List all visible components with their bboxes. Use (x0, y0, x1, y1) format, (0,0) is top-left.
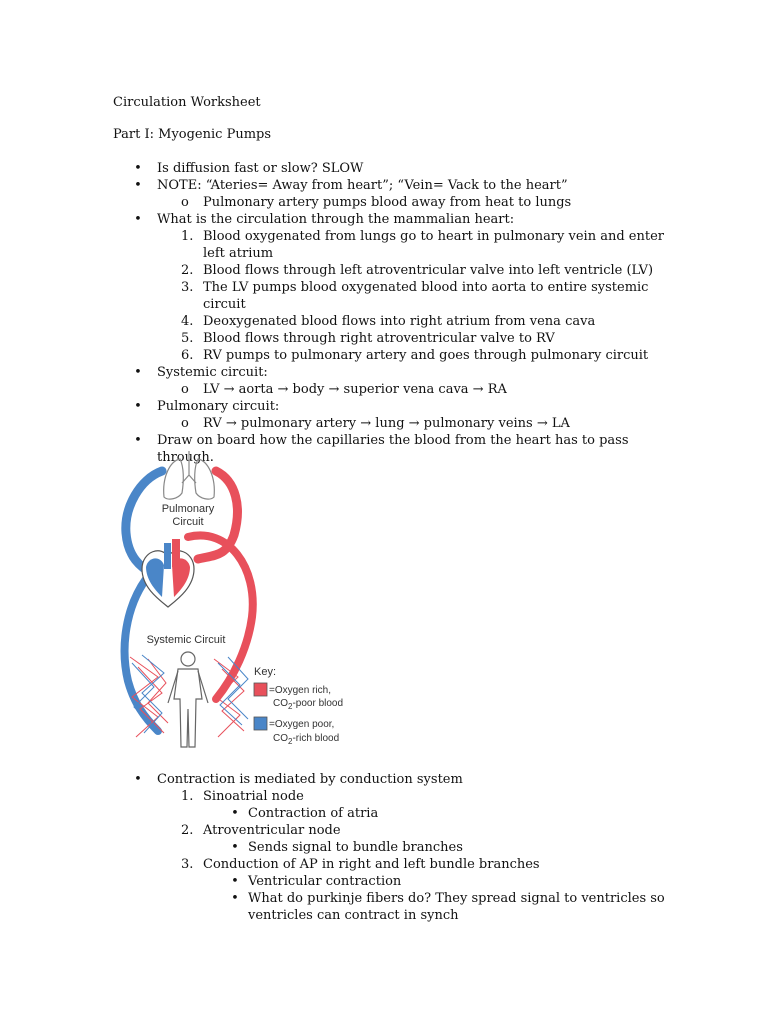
notes-list-1 (113, 160, 673, 466)
numbered-item: 1. Sinoatrial node (181, 789, 304, 804)
part-heading: Part I: Myogenic Pumps (113, 127, 272, 142)
bullet-icon: • (134, 178, 142, 193)
bullet-icon: • (231, 806, 239, 821)
numbered-item: 6. RV pumps to pulmonary artery and goes through pulmonary circuit (181, 348, 649, 363)
bullet-icon: • (134, 212, 142, 227)
numbered-item: 5. Blood flows through right atroventricular valve to RV (181, 331, 555, 346)
list-item: • Contraction is mediated by conduction system (113, 771, 673, 788)
list-item: o Pulmonary artery pumps blood away from heat to lungs (181, 195, 572, 210)
key-title: Key: (254, 666, 277, 678)
list-item: • What do purkinje fibers do? They spread signal to ventricles so ventricles can contract in synch (113, 890, 673, 924)
numbered-item: 2. Atroventricular node (181, 823, 341, 838)
bullet-icon: • (231, 874, 239, 889)
notes-list-2 (113, 771, 673, 924)
oxygen-poor-swatch (254, 717, 267, 730)
list-item: o LV → aorta → body → superior vena cava → RA (181, 382, 507, 397)
bullet-icon: • (134, 161, 142, 176)
pulmonary-label: Pulmonary (161, 503, 215, 515)
list-item: o RV → pulmonary artery → lung → pulmonary veins → LA (181, 416, 570, 431)
circle-bullet-icon: o (181, 416, 189, 431)
list-item: • Contraction of atria (113, 805, 673, 822)
circle-bullet-icon: o (181, 382, 189, 397)
list-item: • Draw on board how the capillaries the blood from the heart has to pass through. (113, 432, 673, 466)
list-item: • Pulmonary circuit: (113, 398, 673, 415)
bullet-icon: • (231, 840, 239, 855)
bullet-icon: • (134, 399, 142, 414)
list-item: • Systemic circuit: (113, 364, 673, 381)
list-item: • NOTE: “Ateries= Away from heart”; “Vein= Vack to the heart” (113, 177, 673, 194)
list-item: • What is the circulation through the mammalian heart: (113, 211, 673, 228)
list-item: • Is diffusion fast or slow? SLOW (113, 160, 673, 177)
circle-bullet-icon: o (181, 195, 189, 210)
svg-text:=Oxygen rich,: =Oxygen rich, (269, 685, 331, 696)
bullet-icon: • (134, 365, 142, 380)
circuit-label: Circuit (172, 516, 204, 528)
circulation-diagram (118, 447, 373, 759)
systemic-label: Systemic Circuit (146, 634, 226, 646)
list-item: • Ventricular contraction (113, 873, 673, 890)
bullet-icon: • (231, 891, 239, 906)
bullet-icon: • (134, 433, 142, 448)
lungs-icon (164, 451, 215, 499)
list-item: • Sends signal to bundle branches (113, 839, 673, 856)
heart-icon (142, 539, 194, 607)
svg-text:CO2-poor blood: $CO_2$-poor blood (273, 698, 344, 711)
human-figure-icon (168, 652, 208, 747)
numbered-item: 2. Blood flows through left atroventricular valve into left ventricle (LV) (181, 263, 654, 278)
page-title: Circulation Worksheet (113, 95, 261, 110)
numbered-item: 4. Deoxygenated blood flows into right atrium from vena cava (181, 314, 596, 329)
numbered-item: 3. Conduction of AP in right and left bundle branches (181, 857, 540, 872)
numbered-item: 1. Blood oxygenated from lungs go to heart in pulmonary vein and enter left atrium (181, 229, 664, 261)
bullet-icon: • (134, 772, 142, 787)
oxygen-rich-swatch (254, 683, 267, 696)
numbered-item: 3. The LV pumps blood oxygenated blood into aorta to entire systemic circuit (181, 280, 649, 312)
svg-text:CO2-rich blood: $CO_2$-rich blood (273, 733, 340, 746)
svg-text:=Oxygen poor,: =Oxygen poor, (269, 719, 335, 730)
